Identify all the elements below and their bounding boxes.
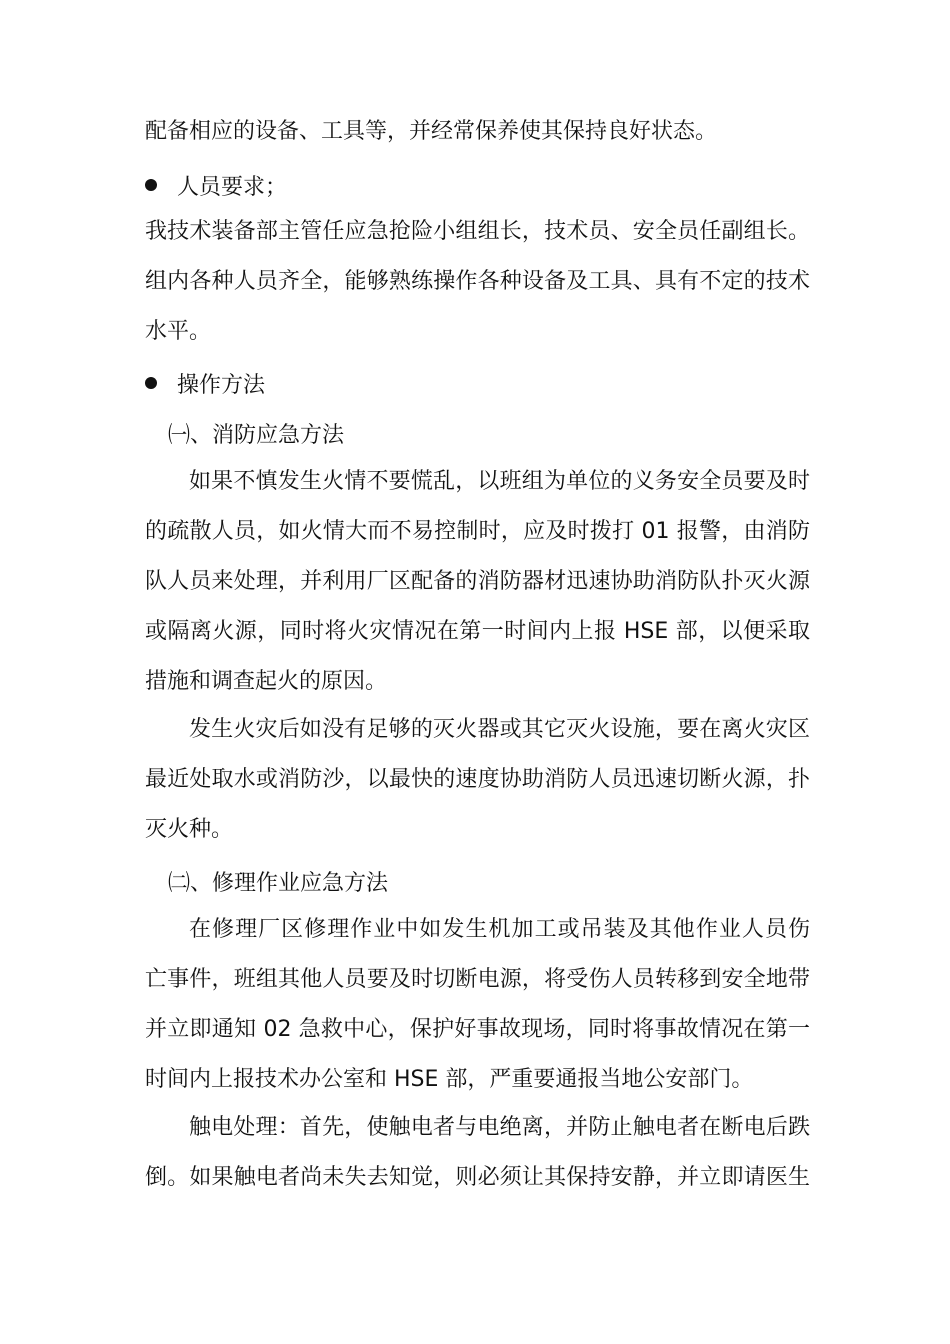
bullet-icon [145, 377, 157, 389]
paragraph-line: 的疏散人员，如火情大而不易控制时，应及时拨打 01 报警，由消防 [145, 519, 810, 544]
paragraph-line: 或隔离火源，同时将火灾情况在第一时间内上报 HSE 部，以便采取 [145, 619, 810, 644]
paragraph-line: 在修理厂区修理作业中如发生机加工或吊装及其他作业人员伤 [189, 917, 810, 942]
paragraph-line: 配备相应的设备、工具等，并经常保养使其保持良好状态。 [145, 119, 718, 144]
section-heading-operation [145, 370, 810, 402]
heading-text: 操作方法 [177, 373, 266, 398]
paragraph-line: 发生火灾后如没有足够的灭火器或其它灭火设施，要在离火灾区 [189, 717, 810, 742]
subsection-heading-repair: ㈡、修理作业应急方法 [168, 871, 389, 896]
paragraph-line: 亡事件，班组其他人员要及时切断电源，将受伤人员转移到安全地带 [145, 967, 810, 992]
paragraph-line: 时间内上报技术办公室和 HSE 部，严重要通报当地公安部门。 [145, 1067, 754, 1092]
subsection-heading-fire: ㈠、消防应急方法 [168, 423, 345, 448]
paragraph-line: 并立即通知 02 急救中心，保护好事故现场，同时将事故情况在第一 [145, 1017, 810, 1042]
paragraph-line: 触电处理：首先，使触电者与电绝离，并防止触电者在断电后跌 [189, 1115, 810, 1140]
paragraph-line: 如果不慎发生火情不要慌乱，以班组为单位的义务安全员要及时 [189, 469, 810, 494]
paragraph-line: 组内各种人员齐全，能够熟练操作各种设备及工具、具有不定的技术 [145, 269, 810, 294]
paragraph-line: 水平。 [145, 319, 212, 344]
bullet-icon [145, 179, 157, 191]
paragraph-line: 我技术装备部主管任应急抢险小组组长，技术员、安全员任副组长。 [145, 219, 810, 244]
paragraph-line: 最近处取水或消防沙，以最快的速度协助消防人员迅速切断火源，扑 [145, 767, 810, 792]
paragraph-line: 队人员来处理，并利用厂区配备的消防器材迅速协助消防队扑灭火源 [145, 569, 810, 594]
heading-text: 人员要求； [177, 175, 288, 200]
paragraph-line: 倒。如果触电者尚未失去知觉，则必须让其保持安静，并立即请医生 [145, 1165, 810, 1190]
paragraph-line: 措施和调查起火的原因。 [145, 669, 388, 694]
paragraph-line: 灭火种。 [145, 817, 234, 842]
section-heading-personnel [145, 172, 810, 204]
